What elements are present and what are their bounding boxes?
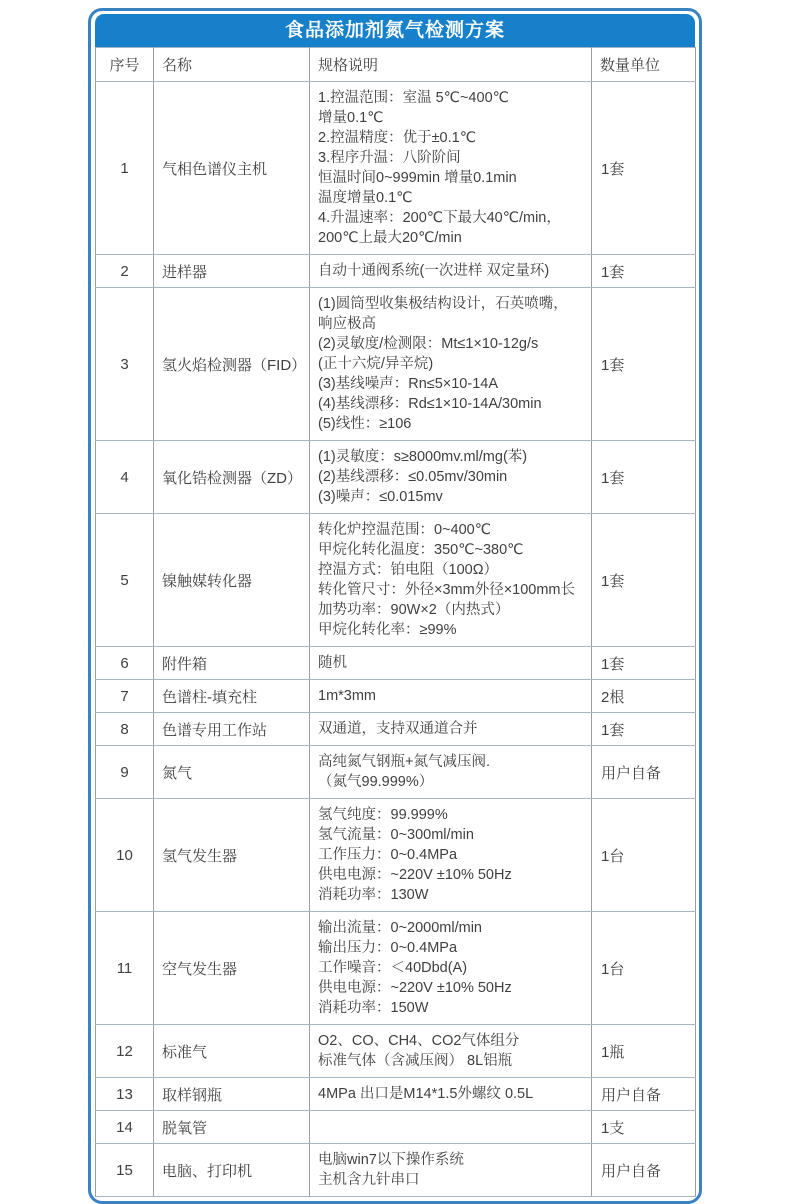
cell-item-name: 色谱专用工作站 <box>154 713 310 746</box>
cell-serial-number: 12 <box>96 1025 154 1078</box>
table-row <box>96 82 696 255</box>
cell-quantity-unit: 2根 <box>592 680 696 713</box>
cell-serial-number: 7 <box>96 680 154 713</box>
cell-serial-number: 3 <box>96 288 154 441</box>
cell-quantity-unit: 1套 <box>592 288 696 441</box>
spec-line: (3)噪声：≤0.015mv <box>318 489 443 505</box>
cell-serial-number: 15 <box>96 1144 154 1197</box>
spec-line: 供电电源：~220V ±10% 50Hz <box>318 867 512 883</box>
table-row <box>96 912 696 1025</box>
spec-line: (4)基线漂移：Rd≤1×10-14A/30min <box>318 396 542 412</box>
cell-serial-number: 5 <box>96 514 154 647</box>
spec-line: 双通道，支持双通道合并 <box>318 721 478 737</box>
cell-serial-number: 9 <box>96 746 154 799</box>
cell-quantity-unit: 1台 <box>592 912 696 1025</box>
spec-line: 4MPa 出口是M14*1.5外螺纹 0.5L <box>318 1086 534 1102</box>
spec-line: 主机含九针串口 <box>318 1172 420 1188</box>
cell-specification <box>310 288 592 441</box>
spec-table <box>95 47 696 1197</box>
detection-plan-panel <box>88 8 702 1204</box>
spec-line: 甲烷化转化率：≥99% <box>318 622 457 638</box>
cell-serial-number: 8 <box>96 713 154 746</box>
column-header-2: 名称 <box>154 48 310 82</box>
cell-specification <box>310 514 592 647</box>
cell-quantity-unit: 用户自备 <box>592 746 696 799</box>
cell-serial-number: 10 <box>96 799 154 912</box>
spec-line: O2、CO、CH4、CO2气体组分 <box>318 1033 520 1049</box>
table-row <box>96 1025 696 1078</box>
cell-item-name: 氢火焰检测器（FID） <box>154 288 310 441</box>
column-header-3: 规格说明 <box>310 48 592 82</box>
spec-line: 消耗功率：130W <box>318 887 429 903</box>
spec-line: (3)基线噪声：Rn≤5×10-14A <box>318 376 499 392</box>
cell-item-name: 标准气 <box>154 1025 310 1078</box>
spec-line: 工作噪音：＜40Dbd(A) <box>318 960 468 976</box>
cell-serial-number: 1 <box>96 82 154 255</box>
cell-item-name: 氧化锆检测器（ZD） <box>154 441 310 514</box>
table-row <box>96 647 696 680</box>
spec-line: 随机 <box>318 655 347 671</box>
cell-item-name: 氮气 <box>154 746 310 799</box>
cell-specification <box>310 1111 592 1144</box>
table-row <box>96 1144 696 1197</box>
spec-line: 恒温时间0~999min 增量0.1min <box>318 170 517 186</box>
cell-quantity-unit: 1支 <box>592 1111 696 1144</box>
cell-serial-number: 6 <box>96 647 154 680</box>
cell-quantity-unit: 1套 <box>592 441 696 514</box>
cell-specification <box>310 713 592 746</box>
spec-line: (正十六烷/异辛烷) <box>318 356 434 372</box>
cell-quantity-unit: 1套 <box>592 82 696 255</box>
spec-line: 3.程序升温：八阶阶间 <box>318 150 461 166</box>
spec-line: (1)圆筒型收集极结构设计，石英喷嘴， <box>318 296 568 312</box>
cell-quantity-unit: 用户自备 <box>592 1078 696 1111</box>
table-row <box>96 255 696 288</box>
spec-line: (1)灵敏度：s≥8000mv.ml/mg(苯) <box>318 449 528 465</box>
table-row <box>96 799 696 912</box>
cell-quantity-unit: 1套 <box>592 647 696 680</box>
spec-line: 输出压力：0~0.4MPa <box>318 940 458 956</box>
spec-line: (2)基线漂移：≤0.05mv/30min <box>318 469 508 485</box>
spec-line: 1.控温范围：室温 5℃~400℃ <box>318 90 509 106</box>
table-row <box>96 288 696 441</box>
spec-line <box>318 1117 585 1137</box>
spec-line: （氮气99.999%） <box>318 774 434 790</box>
cell-serial-number: 14 <box>96 1111 154 1144</box>
table-body <box>96 82 696 1197</box>
spec-line: 控温方式：铂电阻（100Ω） <box>318 562 499 578</box>
spec-line: (2)灵敏度/检测限：Mt≤1×10-12g/s <box>318 336 539 352</box>
spec-line: 转化炉控温范围：0~400℃ <box>318 522 492 538</box>
spec-line: 转化管尺寸：外径×3mm外径×100mm长 <box>318 582 576 598</box>
cell-specification <box>310 746 592 799</box>
cell-specification <box>310 1144 592 1197</box>
table-row <box>96 713 696 746</box>
cell-quantity-unit: 1套 <box>592 255 696 288</box>
column-header-1: 序号 <box>96 48 154 82</box>
spec-line: 高纯氮气钢瓶+氮气减压阀. <box>318 754 490 770</box>
table-header-row <box>96 48 696 82</box>
cell-serial-number: 13 <box>96 1078 154 1111</box>
cell-specification <box>310 441 592 514</box>
cell-item-name: 空气发生器 <box>154 912 310 1025</box>
cell-specification <box>310 912 592 1025</box>
cell-quantity-unit: 1套 <box>592 514 696 647</box>
cell-item-name: 附件箱 <box>154 647 310 680</box>
table-row <box>96 1111 696 1144</box>
cell-item-name: 氢气发生器 <box>154 799 310 912</box>
cell-specification <box>310 1025 592 1078</box>
spec-line: 加势功率：90W×2（内热式） <box>318 602 510 618</box>
cell-serial-number: 11 <box>96 912 154 1025</box>
spec-line: 1m*3mm <box>318 688 377 704</box>
spec-line: 自动十通阀系统(一次进样 双定量环) <box>318 263 550 279</box>
spec-line: 响应极高 <box>318 316 376 332</box>
cell-item-name: 进样器 <box>154 255 310 288</box>
spec-line: 工作压力：0~0.4MPa <box>318 847 458 863</box>
cell-item-name: 电脑、打印机 <box>154 1144 310 1197</box>
cell-quantity-unit: 1套 <box>592 713 696 746</box>
page-title: 食品添加剂氮气检测方案 <box>95 14 695 47</box>
cell-specification <box>310 799 592 912</box>
spec-line: 甲烷化转化温度：350℃~380℃ <box>318 542 524 558</box>
spec-line: 增量0.1℃ <box>318 110 384 126</box>
table-row <box>96 680 696 713</box>
spec-line: 温度增量0.1℃ <box>318 190 413 206</box>
cell-specification <box>310 680 592 713</box>
cell-item-name: 气相色谱仪主机 <box>154 82 310 255</box>
cell-specification <box>310 82 592 255</box>
spec-line: 4.升温速率：200℃下最大40℃/min， <box>318 210 561 226</box>
spec-line: 供电电源：~220V ±10% 50Hz <box>318 980 512 996</box>
cell-item-name: 取样钢瓶 <box>154 1078 310 1111</box>
spec-line: 200℃上最大20℃/min <box>318 230 462 246</box>
table-row <box>96 514 696 647</box>
cell-serial-number: 4 <box>96 441 154 514</box>
table-row <box>96 441 696 514</box>
column-header-4: 数量单位 <box>592 48 696 82</box>
spec-line: 2.控温精度：优于±0.1℃ <box>318 130 476 146</box>
cell-specification <box>310 647 592 680</box>
spec-line: 输出流量：0~2000ml/min <box>318 920 482 936</box>
spec-line: 消耗功率：150W <box>318 1000 429 1016</box>
table-row <box>96 1078 696 1111</box>
cell-specification <box>310 255 592 288</box>
cell-specification <box>310 1078 592 1111</box>
cell-item-name: 脱氧管 <box>154 1111 310 1144</box>
spec-line: 氢气纯度：99.999% <box>318 807 448 823</box>
cell-item-name: 色谱柱-填充柱 <box>154 680 310 713</box>
cell-quantity-unit: 1台 <box>592 799 696 912</box>
spec-line: 电脑win7以下操作系统 <box>318 1152 464 1168</box>
cell-quantity-unit: 1瓶 <box>592 1025 696 1078</box>
spec-line: 标准气体（含减压阀） 8L铝瓶 <box>318 1053 513 1069</box>
cell-item-name: 镍触媒转化器 <box>154 514 310 647</box>
spec-line: 氢气流量：0~300ml/min <box>318 827 474 843</box>
cell-serial-number: 2 <box>96 255 154 288</box>
spec-line: (5)线性：≥106 <box>318 416 412 432</box>
table-row <box>96 746 696 799</box>
cell-quantity-unit: 用户自备 <box>592 1144 696 1197</box>
